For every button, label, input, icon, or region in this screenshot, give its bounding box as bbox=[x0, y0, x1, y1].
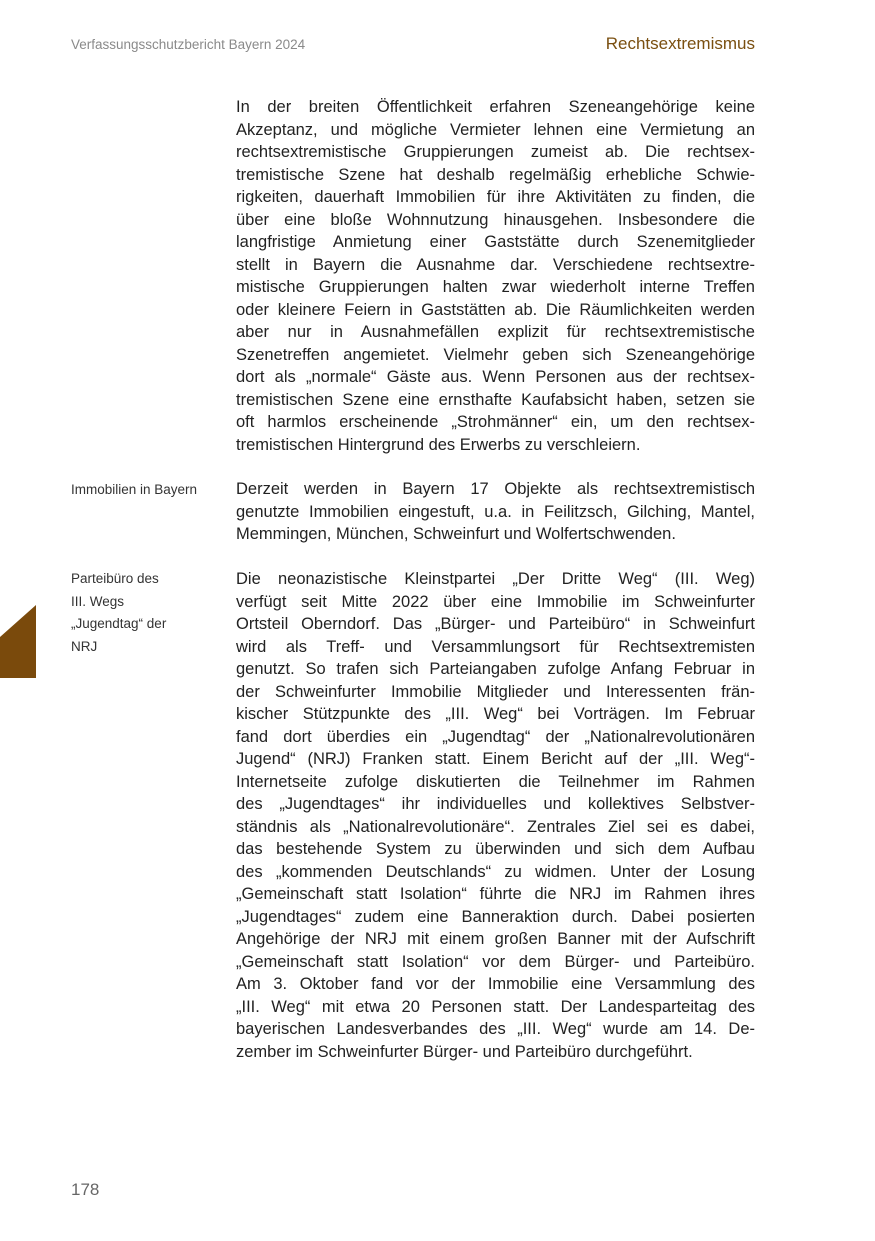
text-line: dort als „normale“ Gäste aus. Wenn Personen aus der rechtsex- bbox=[236, 368, 755, 386]
text-line: „Jugendtages“ zudem eine Banneraktion durch. Dabei posierten bbox=[236, 907, 755, 926]
text-line: Die neonazistische Kleinstpartei „Der Dritte Weg“ (III. Weg) bbox=[236, 570, 755, 588]
text-line: langfristige Anmietung einer Gaststätte durch Szenemitglieder bbox=[236, 233, 755, 251]
text-line: In der breiten Öffentlichkeit erfahren Szeneangehörige keine bbox=[236, 98, 755, 116]
text-line: des „kommenden Deutschlands“ zu widmen. Unter der Losung bbox=[236, 862, 755, 881]
text-line: zember im Schweinfurter Bürger- und Parteibüro durchgeführt. bbox=[236, 1042, 693, 1061]
paragraph-immobilien-count bbox=[236, 478, 755, 546]
paragraph-public-acceptance bbox=[236, 96, 755, 456]
margin-note-immobilien: Immobilien in Bayern bbox=[71, 482, 198, 497]
chapter-accent-tab bbox=[0, 605, 36, 678]
text-line: verfügt seit Mitte 2022 über eine Immobilie im Schweinfurter bbox=[236, 592, 755, 611]
text-line: ständnis als „Nationalrevolutionäre“. Zentrales Ziel sei es dabei, bbox=[236, 817, 755, 836]
text-line: rigkeiten, dauerhaft Immobilien für ihre Aktivitäten zu finden, die bbox=[236, 188, 755, 206]
text-line: genutzte Immobilien eingestuft, u.a. in Feilitzsch, Gilching, Mantel, bbox=[236, 502, 755, 521]
text-line: wird als Treff- und Versammlungsort für Rechtsextremisten bbox=[236, 637, 755, 656]
text-line: Ortsteil Oberndorf. Das „Bürger- und Parteibüro“ in Schweinfurt bbox=[236, 615, 755, 633]
text-line: bayerischen Landesverbandes des „III. Weg“ wurde am 14. De- bbox=[236, 1020, 755, 1038]
text-line: stellt in Bayern die Ausnahme dar. Verschiedene rechtsextre- bbox=[236, 255, 755, 274]
text-line: über eine bloße Wohnnutzung hinausgehen. Insbesondere die bbox=[236, 210, 755, 229]
paragraph-parteibuero bbox=[236, 568, 755, 1063]
text-line: Am 3. Oktober fand vor der Immobilie eine Versammlung des bbox=[236, 975, 755, 993]
text-line: fand dort überdies ein „Jugendtag“ der „Nationalrevolutionären bbox=[236, 727, 755, 746]
text-line: „Gemeinschaft statt Isolation“ vor dem Bürger- und Parteibüro. bbox=[236, 952, 755, 971]
text-line: mistische Gruppierungen halten zwar wiederholt interne Treffen bbox=[236, 278, 755, 296]
section-title: Rechtsextremismus bbox=[605, 34, 755, 53]
text-line: Angehörige der NRJ mit einem großen Banner mit der Aufschrift bbox=[236, 930, 755, 948]
text-line: „Gemeinschaft statt Isolation“ führte die NRJ im Rahmen ihres bbox=[236, 885, 755, 903]
text-line: oder kleinere Feiern in Gaststätten ab. Die Räumlichkeiten werden bbox=[236, 300, 755, 319]
text-line: „III. Weg“ mit etwa 20 Personen statt. Der Landesparteitag des bbox=[236, 997, 755, 1016]
text-line: Szenetreffen angemietet. Vielmehr geben sich Szeneangehörige bbox=[236, 345, 755, 364]
page-number: 178 bbox=[71, 1180, 100, 1199]
margin-note-line: „Jugendtag“ der bbox=[71, 616, 167, 631]
text-line: aber nur in Ausnahmefällen explizit für rechtsextremistische bbox=[236, 323, 755, 341]
margin-note-line: NRJ bbox=[71, 638, 98, 654]
text-line: Derzeit werden in Bayern 17 Objekte als rechtsextremistisch bbox=[236, 480, 755, 498]
text-line: tremistischen Szene eine ernsthafte Kaufabsicht haben, setzen sie bbox=[236, 390, 755, 409]
document-title: Verfassungsschutzbericht Bayern 2024 bbox=[71, 37, 306, 52]
margin-note-parteibuero bbox=[71, 568, 221, 658]
text-line: tremistische Szene hat deshalb regelmäßig erhebliche Schwie- bbox=[236, 165, 755, 184]
text-line: der Schweinfurter Immobilie Mitglieder und Interessenten frän- bbox=[236, 682, 755, 701]
text-line: genutzt. So trafen sich Parteiangaben zufolge Anfang Februar in bbox=[236, 660, 755, 678]
text-line: tremistischen Hintergrund des Erwerbs zu verschleiern. bbox=[236, 435, 641, 454]
text-line: Internetseite zufolge diskutierten die Teilnehmer im Rahmen bbox=[236, 772, 755, 791]
text-line: oft harmlos erscheinende „Strohmänner“ ein, um den rechtsex- bbox=[236, 413, 755, 431]
text-line: Memmingen, München, Schweinfurt und Wolfertschwenden. bbox=[236, 525, 676, 543]
text-line: Jugend“ (NRJ) Franken statt. Einem Bericht auf der „III. Weg“- bbox=[236, 750, 755, 768]
text-line: das bestehende System zu überwinden und sich dem Aufbau bbox=[236, 840, 755, 858]
text-line: des „Jugendtages“ ihr individuelles und kollektives Selbstver- bbox=[236, 795, 755, 813]
text-line: kischer Stützpunkte des „III. Weg“ bei Vorträgen. Im Februar bbox=[236, 705, 755, 723]
margin-note-line: III. Wegs bbox=[71, 593, 125, 609]
text-line: rechtsextremistische Gruppierungen zumeist ab. Die rechtsex- bbox=[236, 143, 755, 161]
margin-note-line: Parteibüro des bbox=[71, 571, 159, 586]
text-line: Akzeptanz, und mögliche Vermieter lehnen eine Vermietung an bbox=[236, 120, 755, 139]
